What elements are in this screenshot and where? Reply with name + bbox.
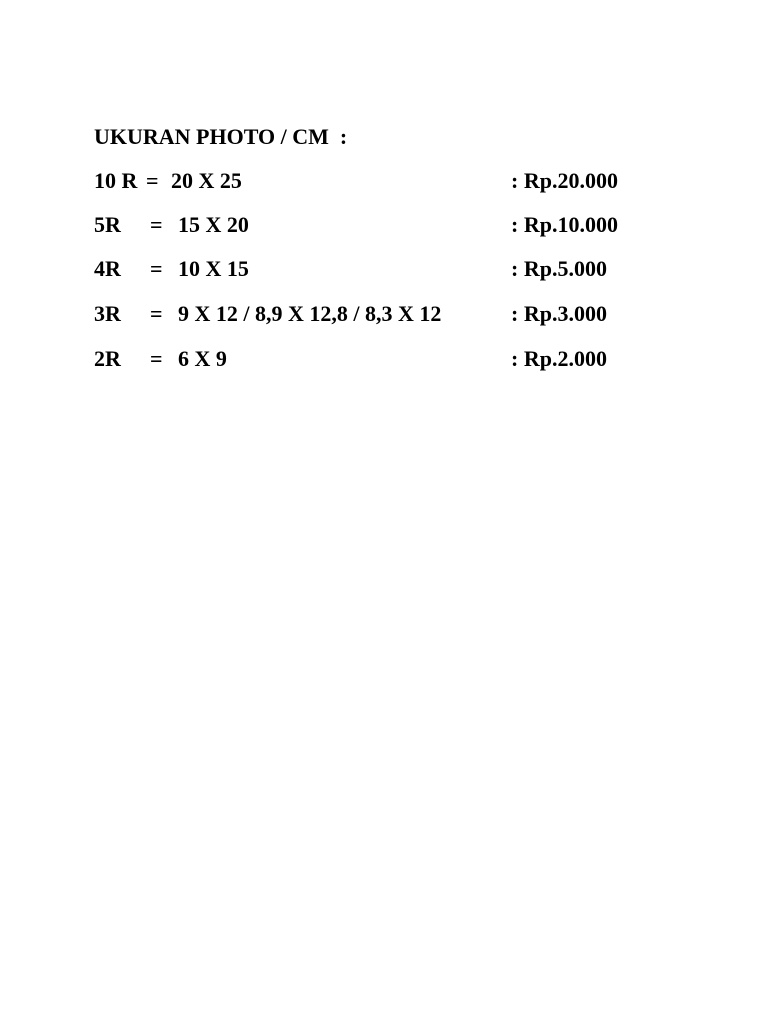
size-dimensions: 20 X 25 [171,168,242,193]
size-price: : Rp.3.000 [511,301,607,326]
size-dimensions: 10 X 15 [178,256,249,281]
price-row [94,168,694,194]
equals-sign: = [146,168,159,193]
size-price: : Rp.20.000 [511,168,618,193]
size-dimensions: 15 X 20 [178,212,249,237]
size-price: : Rp.2.000 [511,346,607,371]
equals-sign: = [150,346,163,371]
price-row [94,346,694,372]
price-row [94,256,694,282]
size-dimensions: 6 X 9 [178,346,227,371]
size-code: 3R [94,301,121,326]
equals-sign: = [150,301,163,326]
equals-sign: = [150,212,163,237]
size-price: : Rp.5.000 [511,256,607,281]
size-code: 5R [94,212,121,237]
size-code: 4R [94,256,121,281]
equals-sign: = [150,256,163,281]
price-row [94,301,694,327]
size-code: 2R [94,346,121,371]
size-dimensions: 9 X 12 / 8,9 X 12,8 / 8,3 X 12 [178,301,442,326]
size-code: 10 R [94,168,138,193]
price-row [94,212,694,238]
size-price: : Rp.10.000 [511,212,618,237]
page-title: UKURAN PHOTO / CM : [94,124,348,149]
